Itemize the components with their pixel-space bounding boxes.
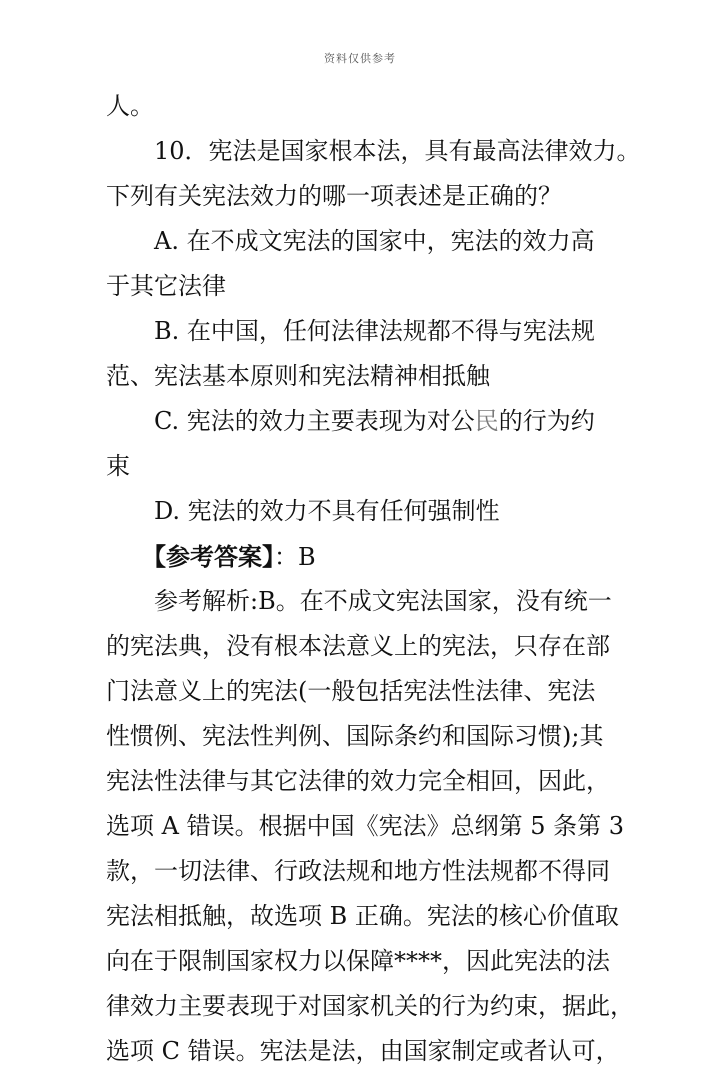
explanation-line: 的宪法典，没有根本法意义上的宪法，只存在部 xyxy=(106,632,610,660)
text-line: 人。 xyxy=(106,92,154,120)
explanation-line: 选项 A 错误。根据中国《宪法》总纲第 5 条第 3 xyxy=(106,812,625,840)
explanation-line: 性惯例、宪法性判例、国际条约和国际习惯);其 xyxy=(106,722,604,750)
answer-line xyxy=(106,534,626,579)
explanation-line: 宪法性法律与其它法律的效力完全相回，因此， xyxy=(106,767,610,795)
page-header: 资料仅供参考 xyxy=(324,52,396,65)
option-b: B. 在中国，任何法律法规都不得与宪法规 xyxy=(154,317,595,345)
question-stem-cont: 下列有关宪法效力的哪一项表述是正确的？ xyxy=(106,182,562,210)
option-d: D. 宪法的效力不具有任何强制性 xyxy=(154,497,500,525)
answer-label: 【参考答案】 xyxy=(142,542,274,571)
explanation-line: 门法意义上的宪法(一般包括宪法性法律、宪法 xyxy=(106,677,596,705)
explanation-line: 款，一切法律、行政法规和地方性法规都不得同 xyxy=(106,857,610,885)
option-c-part1: C. 宪法的效力主要表现为对公 xyxy=(154,407,475,435)
option-c xyxy=(106,399,626,444)
explanation-line: 选项 C 错误。宪法是法，由国家制定或者认可， xyxy=(106,1037,620,1065)
explanation-line: 向在于限制国家权力以保障****，因此宪法的法 xyxy=(106,947,610,975)
option-c-part2: 的行为约 xyxy=(498,407,595,435)
document-body xyxy=(106,84,641,1074)
explanation-line: 宪法相抵触，故选项 B 正确。宪法的核心价值取 xyxy=(106,902,619,930)
explanation-line: 律效力主要表现于对国家机关的行为约束，据此， xyxy=(106,992,634,1020)
option-c-cont: 束 xyxy=(106,452,130,480)
option-a-cont: 于其它法律 xyxy=(106,272,226,300)
option-b-cont: 范、宪法基本原则和宪法精神相抵触 xyxy=(106,362,490,390)
option-a: A. 在不成文宪法的国家中，宪法的效力高 xyxy=(154,227,595,255)
option-c-faded-char: 民 xyxy=(474,407,499,435)
question-stem: 10．宪法是国家根本法，具有最高法律效力。 xyxy=(154,137,641,165)
explanation-start: 参考解析:B。在不成文宪法国家，没有统一 xyxy=(154,587,612,615)
answer-value: ：B xyxy=(274,543,316,571)
